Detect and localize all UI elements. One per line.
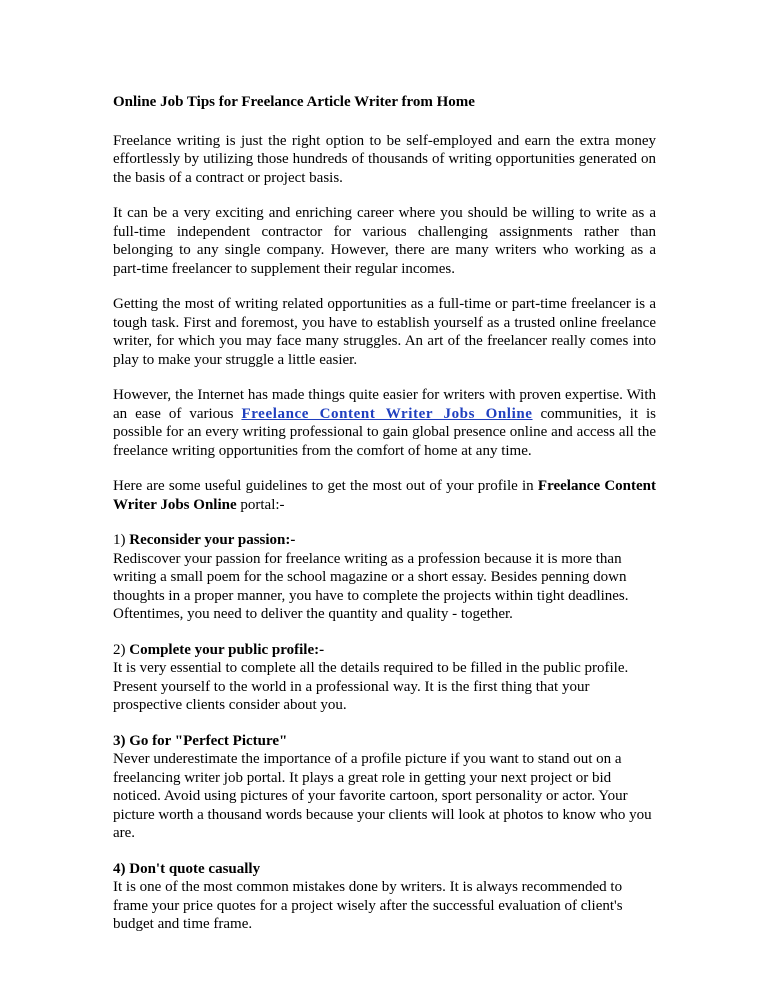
tips-list	[113, 531, 656, 934]
career-paragraph: It can be a very exciting and enriching career where you should be willing to write as a full-time independent contractor for various challenging assignments rather than belonging to any single company. However, there are many writers who working as a part-time freelancer to supplement their regular incomes.	[113, 205, 656, 277]
tip-section	[113, 860, 656, 934]
internet-paragraph-end: communities, it is possible for an every writing professional to gain global presence online and access all the freelance writing opportunities from the comfort of home at any time.	[113, 405, 656, 459]
internet-paragraph-start: However, the Internet has made things quite easier for writers with proven expertise. With an ease of various	[113, 387, 656, 422]
tip-body-line: freelancing writer job portal. It plays a great role in getting your next project or bid	[113, 769, 612, 786]
tip-heading	[113, 531, 656, 550]
tip-number: 2)	[113, 641, 130, 658]
tip-heading	[113, 732, 656, 751]
tip-number: 1)	[113, 532, 130, 548]
tip-number: 4)	[113, 860, 130, 877]
internet-paragraph	[113, 386, 656, 460]
tip-body-line: Present yourself to the world in a professional way. It is the first thing that your	[113, 678, 590, 695]
tip-body-line: It is one of the most common mistakes done by writers. It is always recommended to	[113, 879, 623, 895]
tip-body-line: It is very essential to complete all the details required to be filled in the public profile.	[113, 660, 629, 676]
tip-body-line: Rediscover your passion for freelance writing as a profession because it is more than	[113, 550, 622, 567]
struggle-paragraph: Getting the most of writing related opportunities as a full-time or part-time freelancer is a tough task. First and foremost, you have to establish yourself as a trusted online freelance writer, for which you may face many struggles. An art of the freelancer really comes into play to make your struggle a little easier.	[113, 296, 656, 368]
guidelines-paragraph-end: portal:-	[236, 496, 285, 513]
tip-body-line: picture worth a thousand words because your clients will look at photos to know who you	[113, 806, 652, 823]
tip-body-line: noticed. Avoid using pictures of your favorite cartoon, sport personality or actor. Your	[113, 788, 628, 804]
document-title: Online Job Tips for Freelance Article Writer from Home	[113, 94, 475, 110]
tip-body-line: are.	[113, 825, 136, 841]
tip-body-line: budget and time frame.	[113, 916, 253, 932]
portal-name: Freelance Content Writer Jobs Online	[113, 478, 657, 513]
tip-body-line: Never underestimate the importance of a profile picture if you want to stand out on a	[113, 751, 622, 767]
tip-heading-text: Reconsider your passion:-	[129, 532, 296, 548]
tip-section	[113, 732, 656, 843]
tip-body-line: writing a small poem for the school magazine or a short essay. Besides penning down	[113, 569, 627, 585]
tip-section	[113, 531, 656, 624]
guidelines-paragraph-start: Here are some useful guidelines to get the most out of your profile in	[113, 478, 538, 494]
tip-section	[113, 641, 656, 715]
tip-body-line: frame your price quotes for a project wisely after the successful evaluation of client's	[113, 897, 623, 914]
tip-body-line: Oftentimes, you need to deliver the quantity and quality - together.	[113, 606, 513, 622]
tip-heading-text: Don't quote casually	[129, 860, 261, 877]
document-page	[113, 88, 656, 934]
tip-body-line: thoughts in a proper manner, you have to complete the projects within tight deadlines.	[113, 587, 629, 604]
tip-heading	[113, 641, 656, 660]
guidelines-paragraph	[113, 477, 656, 514]
tip-heading	[113, 860, 656, 879]
freelance-jobs-link[interactable]: Freelance Content Writer Jobs Online	[241, 405, 533, 422]
tip-number: 3)	[113, 732, 130, 749]
tip-body-line: prospective clients consider about you.	[113, 697, 347, 713]
intro-paragraph: Freelance writing is just the right option to be self-employed and earn the extra money effortlessly by utilizing those hundreds of thousands of writing opportunities generated on the basis of a contract or project basis.	[113, 132, 656, 186]
tip-heading-text: Complete your public profile:-	[129, 641, 325, 658]
tip-heading-text: Go for "Perfect Picture"	[129, 732, 288, 749]
